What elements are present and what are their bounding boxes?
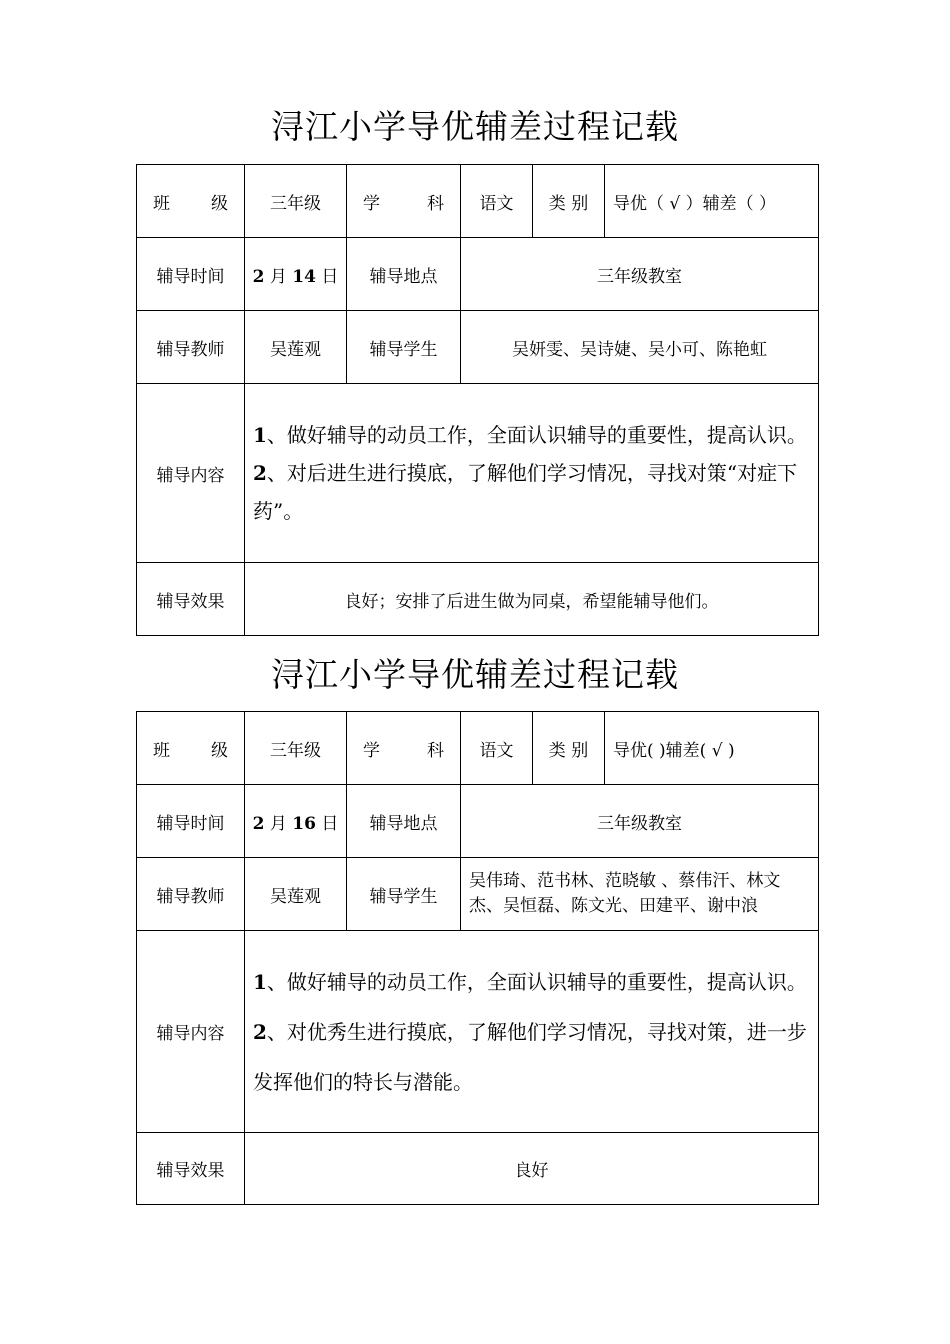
- class-value: 三年级: [245, 165, 347, 238]
- teacher-label: 辅导教师: [137, 858, 245, 931]
- subject-value: 语文: [461, 165, 533, 238]
- content-label: 辅导内容: [137, 931, 245, 1133]
- time-label: 辅导时间: [137, 785, 245, 858]
- record-1: [0, 100, 950, 612]
- effect-label: 辅导效果: [137, 563, 245, 636]
- subject-label: 学 科: [347, 165, 461, 238]
- time-label: 辅导时间: [137, 238, 245, 311]
- students-value: 吴妍雯、吴诗婕、吴小可、陈艳虹: [461, 311, 819, 384]
- teacher-value: 吴莲观: [245, 858, 347, 931]
- content-item: 2、对优秀生进行摸底，了解他们学习情况，寻找对策，进一步发挥他们的特长与潜能。: [253, 1019, 807, 1094]
- subject-label: 学 科: [347, 712, 461, 785]
- row-content: [137, 384, 819, 563]
- category-value: 导优（ √ ）辅差（ ）: [605, 165, 819, 238]
- time-value: 2 月 14 日: [245, 238, 347, 311]
- content-value: [245, 931, 819, 1133]
- subject-value: 语文: [461, 712, 533, 785]
- content-item: 2、对后进生进行摸底，了解他们学习情况，寻找对策“对症下药”。: [253, 461, 798, 523]
- effect-label: 辅导效果: [137, 1133, 245, 1205]
- record-title: 浔江小学导优辅差过程记载: [271, 107, 679, 146]
- students-value: 吴伟琦、范书林、范晓敏 、蔡伟汗、林文杰、吴恒磊、陈文光、田建平、谢中浪: [461, 858, 819, 931]
- effect-value: 良好: [245, 1133, 819, 1205]
- row-teacher-students: [137, 311, 819, 384]
- effect-value: 良好；安排了后进生做为同桌，希望能辅导他们。: [245, 563, 819, 636]
- place-value: 三年级教室: [461, 785, 819, 858]
- category-label: 类 别: [533, 712, 605, 785]
- row-content: [137, 931, 819, 1133]
- students-label: 辅导学生: [347, 858, 461, 931]
- row-class-subject: [137, 712, 819, 785]
- category-label: 类 别: [533, 165, 605, 238]
- content-label: 辅导内容: [137, 384, 245, 563]
- teacher-label: 辅导教师: [137, 311, 245, 384]
- row-effect: [137, 1133, 819, 1205]
- students-label: 辅导学生: [347, 311, 461, 384]
- record-2: [0, 648, 950, 1181]
- record-form: [136, 164, 819, 636]
- row-teacher-students: [137, 858, 819, 931]
- content-item: 1、做好辅导的动员工作，全面认识辅导的重要性，提高认识。: [253, 423, 807, 447]
- content-item: 1、做好辅导的动员工作，全面认识辅导的重要性，提高认识。: [253, 969, 807, 994]
- content-value: [245, 384, 819, 563]
- record-title: 浔江小学导优辅差过程记载: [271, 655, 679, 694]
- row-time-place: [137, 785, 819, 858]
- class-label: 班 级: [137, 165, 245, 238]
- place-label: 辅导地点: [347, 785, 461, 858]
- place-value: 三年级教室: [461, 238, 819, 311]
- record-form: [136, 711, 819, 1205]
- time-value: 2 月 16 日: [245, 785, 347, 858]
- teacher-value: 吴莲观: [245, 311, 347, 384]
- row-class-subject: [137, 165, 819, 238]
- row-time-place: [137, 238, 819, 311]
- place-label: 辅导地点: [347, 238, 461, 311]
- class-value: 三年级: [245, 712, 347, 785]
- row-effect: [137, 563, 819, 636]
- category-value: 导优( )辅差( √ ): [605, 712, 819, 785]
- class-label: 班 级: [137, 712, 245, 785]
